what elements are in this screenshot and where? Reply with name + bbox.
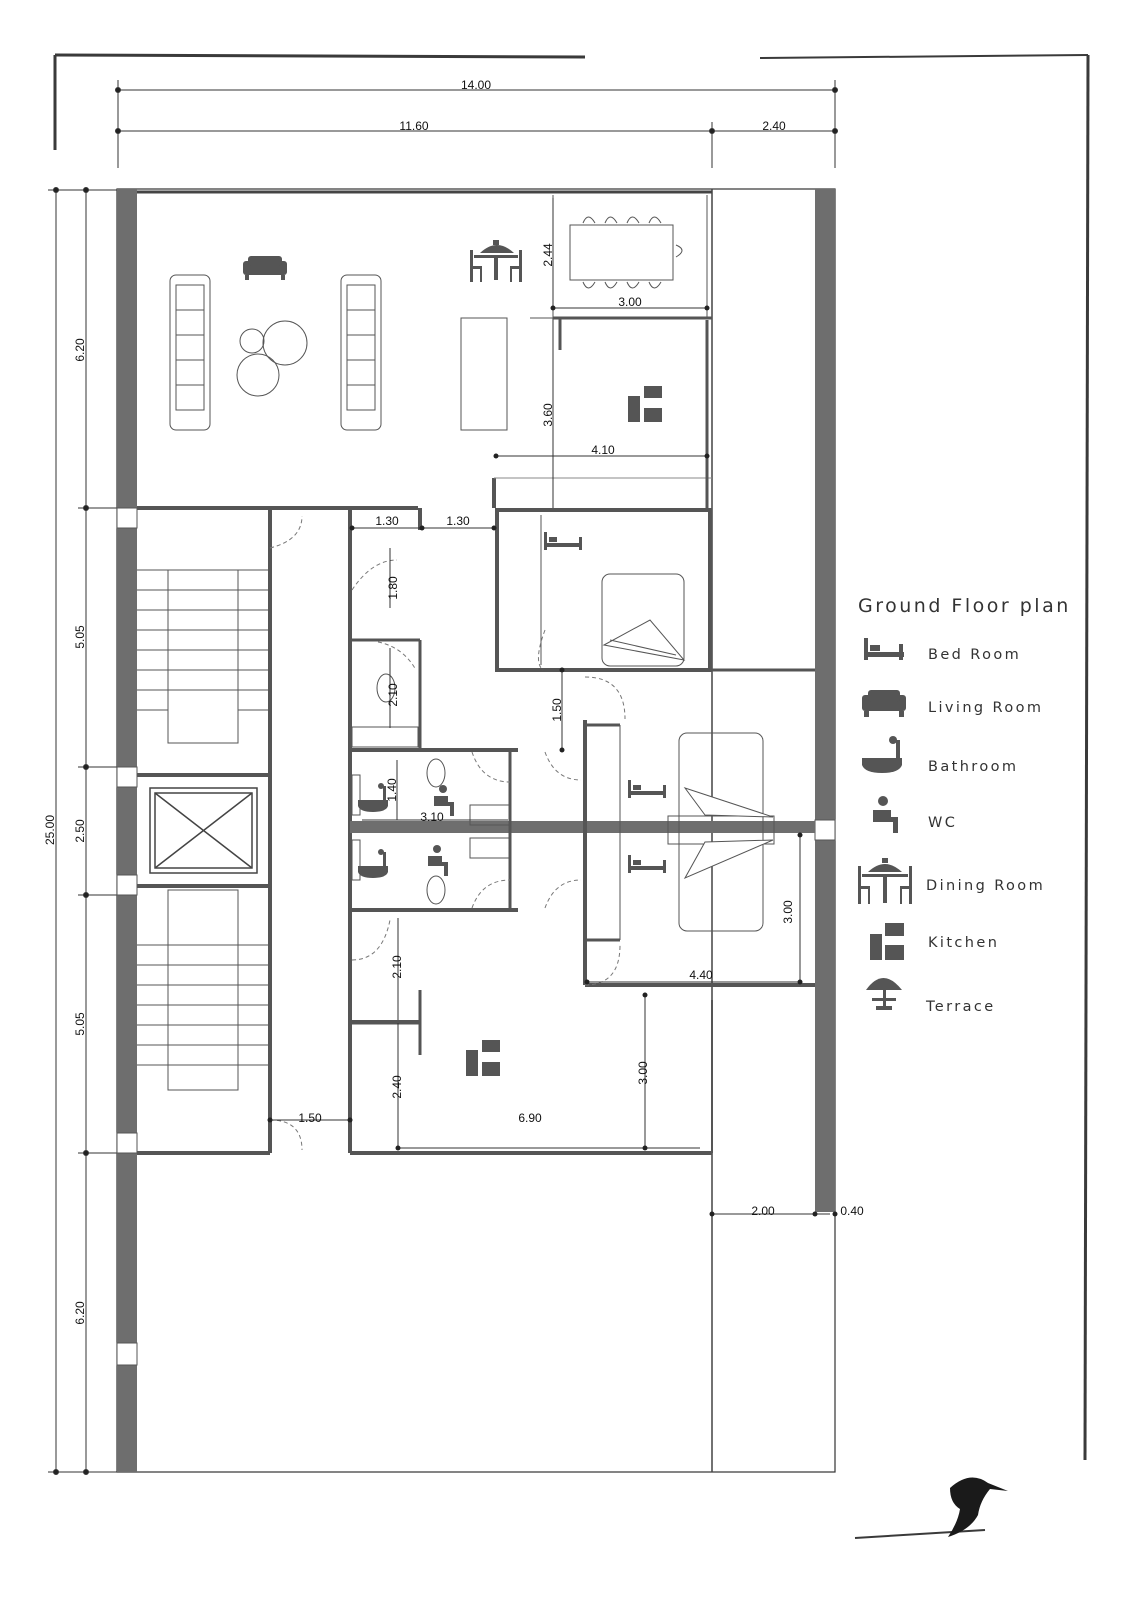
- dim-side-2-50: 2.50: [73, 819, 87, 843]
- dim-store-2-10: 2.10: [390, 955, 404, 979]
- dim-building-width: 11.60: [399, 119, 429, 133]
- dining-table-icon: [470, 240, 522, 282]
- legend: [858, 595, 1071, 1015]
- bathtub-icon: [862, 736, 902, 773]
- dim-side-6-20-bottom: 6.20: [73, 1301, 87, 1325]
- legend-title: Ground Floor plan: [858, 595, 1071, 617]
- living-room-furniture: [170, 275, 553, 430]
- legend-label-wc: WC: [928, 815, 958, 831]
- dim-bed-4-40: 4.40: [689, 968, 713, 982]
- dim-side-5-05-bottom: 5.05: [73, 1012, 87, 1036]
- legend-label-terrace: Terrace: [926, 999, 996, 1015]
- dim-kitchen2-6-90: 6.90: [518, 1111, 542, 1125]
- sofa-icon: [862, 690, 906, 717]
- dim-bath-3-10: 3.10: [420, 810, 444, 824]
- bathtub-icon: [358, 849, 388, 878]
- legend-label-dining-room: Dining Room: [926, 878, 1046, 894]
- bathtub-icon: [358, 783, 388, 812]
- dim-hall-1-30-a: 1.30: [375, 514, 399, 528]
- dining-table-icon: [858, 858, 912, 904]
- dim-kitchen2-3-00: 3.00: [636, 1061, 650, 1085]
- bed-icon: [864, 638, 904, 660]
- dim-bath-1-40: 1.40: [385, 778, 399, 802]
- kitchen-icon: [628, 386, 662, 422]
- top-dimensions: [116, 80, 838, 168]
- dim-overall-width: 14.00: [460, 78, 492, 92]
- page-frame: [55, 55, 1088, 1538]
- dim-corridor-1-50: 1.50: [298, 1111, 322, 1125]
- kitchen-icon: [870, 923, 904, 960]
- kitchen-icon: [466, 1040, 500, 1076]
- parasol-icon: [866, 978, 902, 1010]
- dim-kitchen-4-10: 4.10: [591, 443, 615, 457]
- toilet-icon: [873, 796, 898, 833]
- building-walls: [117, 189, 835, 1472]
- dim-side-6-20-top: 6.20: [73, 338, 87, 362]
- dim-wall-0-40: 0.40: [840, 1204, 864, 1218]
- dim-wc-2-10: 2.10: [386, 683, 400, 707]
- legend-label-living-room: Living Room: [928, 700, 1044, 716]
- bed-icon: [628, 855, 666, 873]
- elevator: [150, 788, 257, 873]
- dim-hall-1-50: 1.50: [550, 698, 564, 722]
- dim-hall-1-30-b: 1.30: [446, 514, 470, 528]
- bird-logo: [948, 1478, 1008, 1537]
- dim-dining-2-44: 2.44: [541, 243, 555, 267]
- legend-label-kitchen: Kitchen: [928, 935, 1000, 951]
- dim-kitchen2-2-40: 2.40: [390, 1075, 404, 1099]
- dim-kitchen-3-60: 3.60: [541, 403, 555, 427]
- dim-bed-3-00: 3.00: [781, 900, 795, 924]
- dim-dining-3-00: 3.00: [618, 295, 642, 309]
- legend-label-bathroom: Bathroom: [928, 759, 1019, 775]
- sofa-icon: [243, 256, 287, 280]
- dining-table: [570, 217, 682, 288]
- legend-label-bed-room: Bed Room: [928, 647, 1022, 663]
- dim-terrace-2-00: 2.00: [751, 1204, 775, 1218]
- beds: [541, 515, 774, 940]
- bed-icon: [628, 780, 666, 798]
- dim-overall-depth: 25.00: [43, 814, 57, 846]
- dim-wc-1-80: 1.80: [386, 576, 400, 600]
- toilet-icon: [428, 845, 448, 876]
- dim-terrace-width: 2.40: [762, 119, 786, 133]
- bed-icon: [544, 532, 582, 550]
- dim-side-5-05-top: 5.05: [73, 625, 87, 649]
